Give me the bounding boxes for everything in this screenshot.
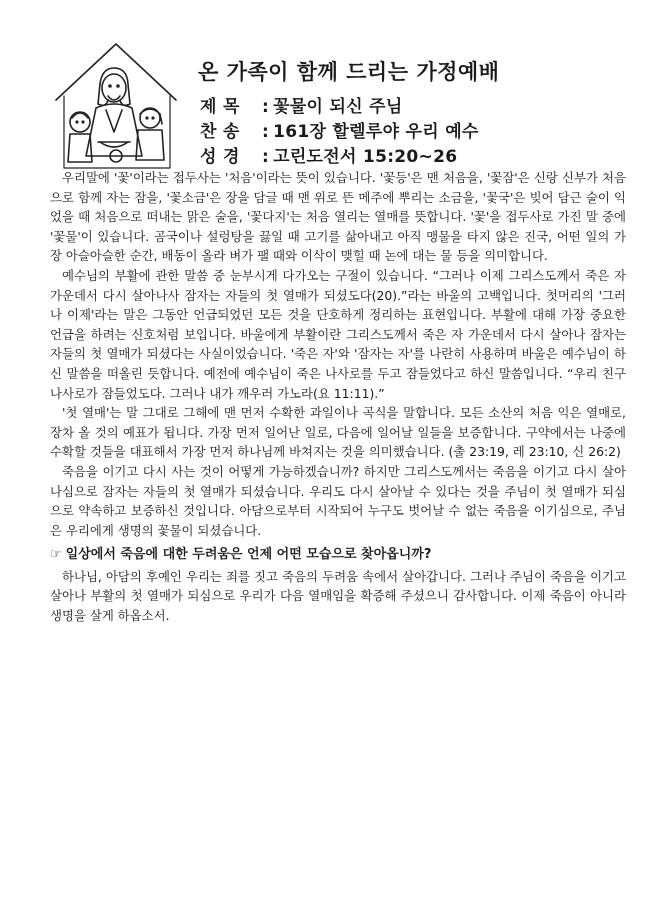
paragraph: 예수님의 부활에 관한 말씀 중 눈부시게 다가오는 구절이 있습니다. “그러나 이제 그리스도께서 죽은 자 가운데서 다시 살아나사 잠자는 자들의 첫 열매가 되셨도다(20).”라는 바울의 고백입니다. 첫머리의 '그러나 이제'라는 말은 그동안 언급되었던 모든 것을 단호하게 정리하는 표현입니다. 부활에 대해 가장 중요한 언급을 하려는 신호처럼 보입니다. 바울에게 부활이란 그리스도께서 죽은 자 가운데서 다시 살아나 잠자는 자들의 첫 열매가 되셨다는 사실이었습니다. '죽은 자'와 '잠자는 자'를 나란히 사용하며 바울은 예수님이 하신 말씀을 떠올린 듯합니다. 예전에 예수님이 죽은 나사로를 두고 잠들었다고 하신 말씀입니다. “우리 친구 나사로가 잠들었도다. 그러나 내가 깨우러 가노라(요 11:11).” [50, 267, 626, 401]
paragraph: 죽음을 이기고 다시 사는 것이 어떻게 가능하겠습니까? 하지만 그리스도께서는 죽음을 이기고 다시 살아나심으로 잠자는 자들의 첫 열매가 되셨습니다. 우리도 다시 살아날 수 있다는 것을 주님이 첫 열매가 되심으로 약속하고 보증하신 것입니다. 아담으로부터 시작되어 누구도 벗어날 수 없는 죽음을 이기심으로, 주님은 우리에게 생명의 꽃물이 되셨습니다. [50, 463, 626, 538]
pointing-hand-icon: ☞ [50, 547, 62, 563]
meta-value: 꽃물이 되신 주님 [273, 97, 403, 117]
question-text: 일상에서 죽음에 대한 두려움은 언제 어떤 모습으로 찾아옵니까? [65, 547, 432, 563]
article-body [50, 168, 626, 626]
meta-value: 고린도전서 15:20~26 [273, 147, 458, 167]
family-worship-illustration [50, 38, 182, 176]
meta-row-subject: 제 목 : 꽃물이 되신 주님 [200, 92, 403, 117]
prayer-paragraph: 하나님, 아담의 후예인 우리는 죄를 짓고 죽음의 두려움 속에서 살아갑니다. 그러나 주님이 죽음을 이기고 살아나 부활의 첫 열매가 되심으로 우리가 다음 열매임을 확증해 주셨으니 감사합니다. 이제 죽음이 아니라 생명을 살게 하옵소서. [50, 568, 626, 624]
discussion-question [50, 545, 626, 565]
page-title: 온 가족이 함께 드리는 가정예배 [198, 60, 500, 84]
meta-row-scripture: 성 경 : 고린도전서 15:20~26 [200, 142, 457, 167]
meta-value: 161장 할렐루야 우리 예수 [273, 122, 479, 142]
paragraph: 우리말에 '꽃'이라는 접두사는 '처음'이라는 뜻이 있습니다. '꽃등'은 맨 처음을, '꽃잠'은 신랑 신부가 처음으로 함께 자는 잠을, '꽃소금'은 장을 담글 때 맨 위로 뜬 메주에 뿌리는 소금을, '꽃국'은 빚어 담근 술이 익었을 때 처음으로 떠내는 맑은 술을, '꽃다지'는 처음 열리는 열매를 뜻합니다. '꽃'을 접두사로 가진 말 중에 '꽃물'이 있습니다. 곰국이나 설렁탕을 끓일 때 고기를 삶아내고 아직 맹물을 타지 않은 진국, 어떤 일의 가장 아슬아슬한 순간, 배동이 올라 벼가 팰 때와 이삭이 맺힐 때 논에 대는 물 등을 의미합니다. [50, 170, 626, 264]
meta-label: 찬 송 [200, 122, 240, 142]
meta-label: 성 경 [200, 147, 240, 167]
meta-row-hymn: 찬 송 : 161장 할렐루야 우리 예수 [200, 117, 479, 142]
paragraph: '첫 열매'는 말 그대로 그해에 맨 먼저 수확한 과일이나 곡식을 말합니다. 모든 소산의 처음 익은 열매로, 장차 올 것의 예표가 됩니다. 가장 먼저 일어난 일로, 다음에 일어날 일들을 보증합니다. 구약에서는 나중에 수확할 것들을 대표해서 가장 먼저 하나님께 바쳐지는 것을 의미했습니다. (출 23:19, 레 23:10, 신 26:2) [50, 405, 626, 460]
meta-label: 제 목 [200, 97, 240, 117]
